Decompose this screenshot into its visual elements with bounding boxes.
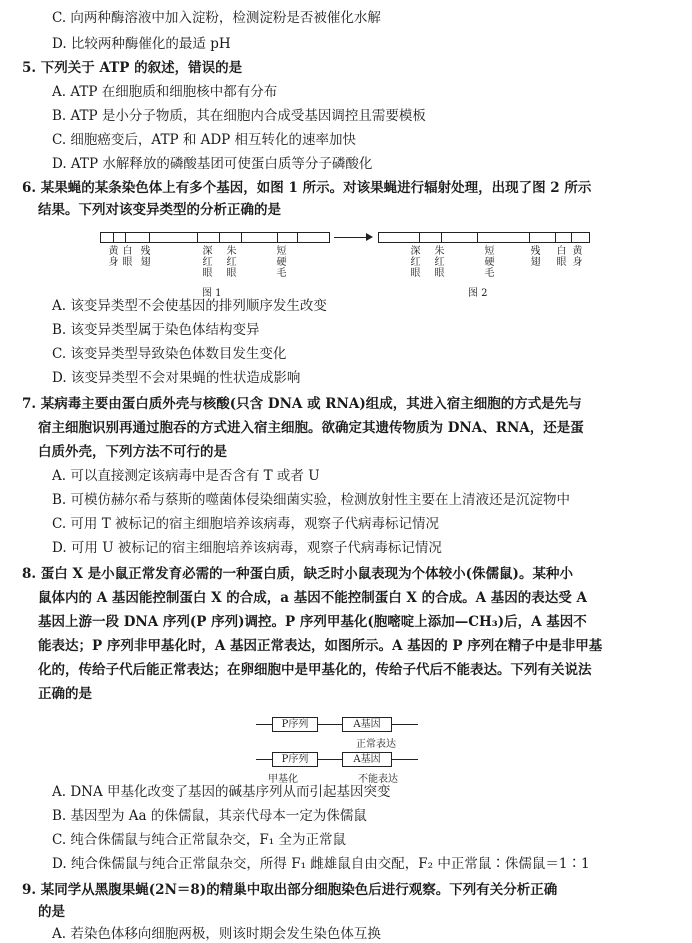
gene-label: 黄身 <box>108 246 119 268</box>
text-line: C. 细胞癌变后，ATP 和 ADP 相互转化的速率加快 <box>52 132 357 148</box>
gene-label: 深红眼 <box>410 246 421 279</box>
arrow-head-icon <box>366 233 373 241</box>
a-gene-box: A基因 <box>342 752 392 767</box>
text-line: 5. 下列关于 ATP 的叙述，错误的是 <box>22 60 243 76</box>
p-sequence-box: P序列 <box>272 752 318 767</box>
text-line: 正确的是 <box>38 686 92 702</box>
gene-label: 深红眼 <box>202 246 213 279</box>
chromosome-2 <box>378 232 590 243</box>
p-sequence-box: P序列 <box>272 717 318 732</box>
text-line: 化的，传给子代后能正常表达；在卵细胞中是甲基化的，传给子代后不能表达。下列有关说法 <box>38 662 592 678</box>
text-line: A. ATP 在细胞质和细胞核中都有分布 <box>52 84 278 100</box>
text-line: A. 若染色体移向细胞两极，则该时期会发生染色体互换 <box>52 926 381 942</box>
gene-label: 残翅 <box>140 246 151 268</box>
text-line: 结果。下列对该变异类型的分析正确的是 <box>38 202 281 218</box>
gene-label: 白眼 <box>122 246 133 268</box>
gene-label: 朱红眼 <box>226 246 237 279</box>
text-line: 能表达；P 序列非甲基化时，A 基因正常表达，如图所示。A 基因的 P 序列在精子中是非甲基 <box>38 638 603 654</box>
text-line: 6. 某果蝇的某条染色体上有多个基因，如图 1 所示。对该果蝇进行辐射处理，出现了图 2 所示 <box>22 180 592 196</box>
gene-label: 残翅 <box>530 246 541 268</box>
text-line: B. 基因型为 Aa 的侏儒鼠，其亲代母本一定为侏儒鼠 <box>52 808 367 824</box>
text-line: A. 可以直接测定该病毒中是否含有 T 或者 U <box>52 468 320 484</box>
text-line: B. ATP 是小分子物质，其在细胞内合成受基因调控且需要模板 <box>52 108 426 124</box>
text-line: C. 纯合侏儒鼠与纯合正常鼠杂交，F₁ 全为正常鼠 <box>52 832 347 848</box>
a-gene-box: A基因 <box>342 717 392 732</box>
gene-label: 短硬毛 <box>276 246 287 279</box>
text-line: D. 纯合侏儒鼠与纯合正常鼠杂交，所得 F₁ 雌雄鼠自由交配，F₂ 中正常鼠∶侏儒鼠＝1∶1 <box>52 856 590 872</box>
text-line: B. 可模仿赫尔希与蔡斯的噬菌体侵染细菌实验，检测放射性主要在上清液还是沉淀物中 <box>52 492 571 508</box>
no-expression-label: 不能表达 <box>358 774 398 785</box>
figure-1-label: 图 1 <box>202 288 222 299</box>
text-line: 7. 某病毒主要由蛋白质外壳与核酸(只含 DNA 或 RNA)组成，其进入宿主细胞的方式是先与 <box>22 396 582 412</box>
text-line: D. ATP 水解释放的磷酸基团可使蛋白质等分子磷酸化 <box>52 156 373 172</box>
methylation-label: 甲基化 <box>268 774 298 785</box>
arrow <box>334 237 368 238</box>
text-line: 宿主细胞识别再通过胞吞的方式进入宿主细胞。欲确定其遗传物质为 DNA、RNA，还是蛋 <box>38 420 584 436</box>
chromosome-1 <box>100 232 330 243</box>
text-line: 白质外壳，下列方法不可行的是 <box>38 444 227 460</box>
text-line: 9. 某同学从黑腹果蝇(2N＝8)的精巢中取出部分细胞染色后进行观察。下列有关分析正确 <box>22 882 558 898</box>
figure-2-label: 图 2 <box>468 288 488 299</box>
text-line: D. 比较两种酶催化的最适 pH <box>52 36 231 52</box>
text-line: 基因上游一段 DNA 序列(P 序列)调控。P 序列甲基化(胞嘧啶上添加—CH₃)后，A 基因不 <box>38 614 587 630</box>
text-line: C. 该变异类型导致染色体数目发生变化 <box>52 346 287 362</box>
text-line: 的是 <box>38 904 65 920</box>
text-line: D. 可用 U 被标记的宿主细胞培养该病毒，观察子代病毒标记情况 <box>52 540 442 556</box>
gene-label: 白眼 <box>556 246 567 268</box>
text-line: A. DNA 甲基化改变了基因的碱基序列从而引起基因突变 <box>52 784 391 800</box>
text-line: C. 可用 T 被标记的宿主细胞培养该病毒，观察子代病毒标记情况 <box>52 516 440 532</box>
gene-label: 朱红眼 <box>434 246 445 279</box>
text-line: D. 该变异类型不会对果蝇的性状造成影响 <box>52 370 301 386</box>
text-line: B. 该变异类型属于染色体结构变异 <box>52 322 260 338</box>
gene-label: 短硬毛 <box>484 246 495 279</box>
normal-expression-label: 正常表达 <box>356 739 396 750</box>
gene-label: 黄身 <box>572 246 583 268</box>
text-line: A. 该变异类型不会使基因的排列顺序发生改变 <box>52 298 327 314</box>
text-line: 鼠体内的 A 基因能控制蛋白 X 的合成，a 基因不能控制蛋白 X 的合成。A 基因的表达受 A <box>38 590 587 606</box>
text-line: 8. 蛋白 X 是小鼠正常发育必需的一种蛋白质，缺乏时小鼠表现为个体较小(侏儒鼠)。某种小 <box>22 566 573 582</box>
text-line: C. 向两种酶溶液中加入淀粉，检测淀粉是否被催化水解 <box>52 10 381 26</box>
